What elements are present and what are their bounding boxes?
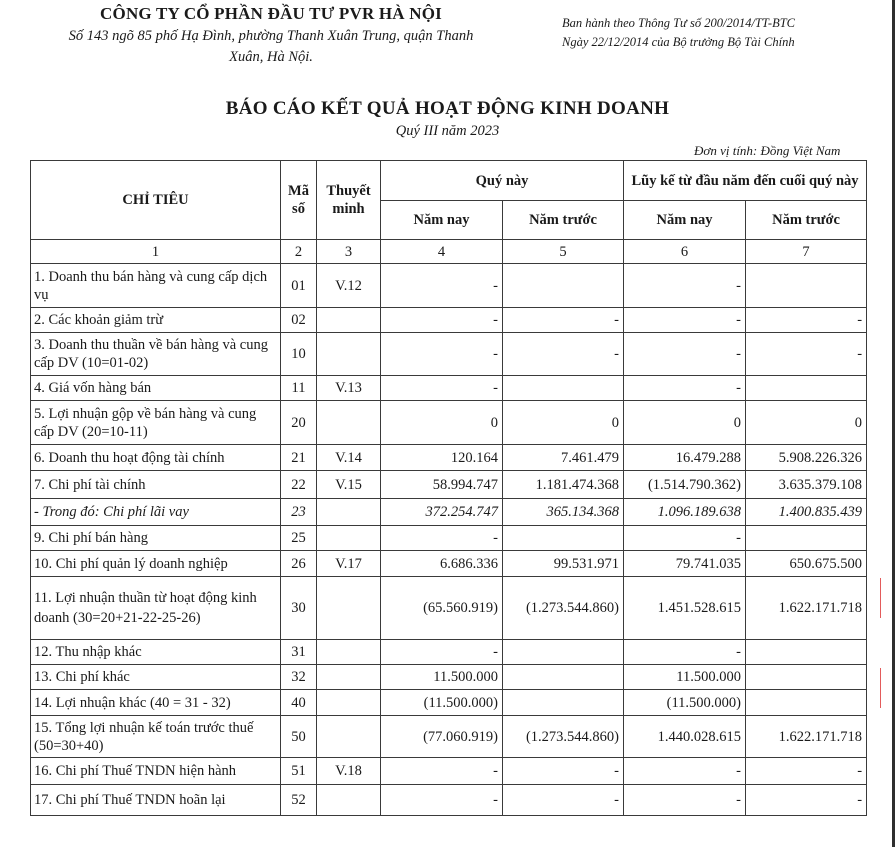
column-index: 5 — [503, 240, 624, 264]
row-note: V.14 — [317, 445, 381, 471]
row-quarter-this-year: - — [381, 333, 503, 376]
header-indicator: CHỈ TIÊU — [31, 161, 281, 240]
row-ytd-this-year: 1.440.028.615 — [624, 716, 746, 758]
row-quarter-this-year: - — [381, 308, 503, 333]
row-label: 15. Tổng lợi nhuận kế toán trước thuế (50=30+40) — [31, 716, 281, 758]
row-label: 2. Các khoản giảm trừ — [31, 308, 281, 333]
row-note — [317, 640, 381, 665]
row-quarter-this-year: 372.254.747 — [381, 499, 503, 526]
row-ytd-this-year: 79.741.035 — [624, 551, 746, 577]
row-note — [317, 577, 381, 640]
row-ytd-this-year: - — [624, 526, 746, 551]
row-note — [317, 716, 381, 758]
row-code: 01 — [281, 264, 317, 308]
company-address — [36, 26, 506, 68]
column-index: 2 — [281, 240, 317, 264]
row-quarter-this-year: 120.164 — [381, 445, 503, 471]
row-ytd-last-year: 1.400.835.439 — [746, 499, 867, 526]
row-ytd-this-year: - — [624, 758, 746, 785]
statement-row — [31, 785, 867, 816]
row-ytd-last-year: 3.635.379.108 — [746, 471, 867, 499]
row-note — [317, 665, 381, 690]
row-label: 4. Giá vốn hàng bán — [31, 376, 281, 401]
row-label: 14. Lợi nhuận khác (40 = 31 - 32) — [31, 690, 281, 716]
row-quarter-this-year: (77.060.919) — [381, 716, 503, 758]
row-quarter-this-year: - — [381, 526, 503, 551]
header-code: Mã số — [281, 161, 317, 240]
row-quarter-this-year: (11.500.000) — [381, 690, 503, 716]
row-label: 12. Thu nhập khác — [31, 640, 281, 665]
report-period: Quý III năm 2023 — [395, 123, 500, 139]
row-quarter-this-year: 11.500.000 — [381, 665, 503, 690]
row-label: 9. Chi phí bán hàng — [31, 526, 281, 551]
row-ytd-last-year — [746, 640, 867, 665]
currency-unit: Đơn vị tính: Đồng Việt Nam — [694, 143, 841, 158]
income-statement-table-wrapper — [30, 160, 866, 816]
statement-row — [31, 690, 867, 716]
row-quarter-this-year: - — [381, 758, 503, 785]
header-quarter-last-year: Năm trước — [503, 201, 624, 240]
statement-row — [31, 445, 867, 471]
row-code: 23 — [281, 499, 317, 526]
column-index: 6 — [624, 240, 746, 264]
header-ytd: Lũy kế từ đầu năm đến cuối quý này — [624, 161, 867, 201]
header-ytd-this-year: Năm nay — [624, 201, 746, 240]
row-code: 31 — [281, 640, 317, 665]
row-quarter-this-year: (65.560.919) — [381, 577, 503, 640]
row-note: V.15 — [317, 471, 381, 499]
row-label: 5. Lợi nhuận gộp về bán hàng và cung cấp DV (20=10-11) — [31, 401, 281, 445]
statement-row — [31, 471, 867, 499]
statement-row — [31, 716, 867, 758]
row-quarter-this-year: 6.686.336 — [381, 551, 503, 577]
row-code: 26 — [281, 551, 317, 577]
company-address-line-1: Số 143 ngõ 85 phố Hạ Đình, phường Thanh Xuân Trung, quận Thanh — [68, 28, 474, 44]
row-label: 13. Chi phí khác — [31, 665, 281, 690]
row-quarter-last-year — [503, 264, 624, 308]
row-ytd-last-year — [746, 376, 867, 401]
statement-row — [31, 640, 867, 665]
row-ytd-last-year — [746, 690, 867, 716]
column-index: 7 — [746, 240, 867, 264]
row-quarter-last-year: (1.273.544.860) — [503, 577, 624, 640]
row-ytd-this-year: (11.500.000) — [624, 690, 746, 716]
row-code: 20 — [281, 401, 317, 445]
row-ytd-last-year: - — [746, 308, 867, 333]
row-quarter-this-year: - — [381, 264, 503, 308]
row-ytd-this-year: 1.451.528.615 — [624, 577, 746, 640]
row-code: 11 — [281, 376, 317, 401]
row-label: 16. Chi phí Thuế TNDN hiện hành — [31, 758, 281, 785]
row-note — [317, 690, 381, 716]
company-header — [36, 4, 506, 68]
row-note: V.12 — [317, 264, 381, 308]
row-ytd-this-year: (1.514.790.362) — [624, 471, 746, 499]
statement-row — [31, 376, 867, 401]
row-code: 40 — [281, 690, 317, 716]
column-index-row — [31, 240, 867, 264]
row-ytd-last-year: 0 — [746, 401, 867, 445]
row-label: 3. Doanh thu thuần về bán hàng và cung cấp DV (10=01-02) — [31, 333, 281, 376]
row-ytd-last-year: 650.675.500 — [746, 551, 867, 577]
row-quarter-last-year: - — [503, 758, 624, 785]
company-name: CÔNG TY CỔ PHẦN ĐẦU TƯ PVR HÀ NỘI — [100, 4, 442, 23]
row-quarter-this-year: 0 — [381, 401, 503, 445]
row-note — [317, 308, 381, 333]
row-ytd-this-year: - — [624, 785, 746, 816]
row-quarter-last-year — [503, 640, 624, 665]
row-ytd-last-year — [746, 526, 867, 551]
row-quarter-last-year — [503, 690, 624, 716]
row-ytd-this-year: - — [624, 264, 746, 308]
row-label: 7. Chi phí tài chính — [31, 471, 281, 499]
statement-row — [31, 499, 867, 526]
column-index: 4 — [381, 240, 503, 264]
row-quarter-this-year: - — [381, 785, 503, 816]
header-quarter-this-year: Năm nay — [381, 201, 503, 240]
row-label: 1. Doanh thu bán hàng và cung cấp dịch vụ — [31, 264, 281, 308]
row-code: 02 — [281, 308, 317, 333]
row-ytd-last-year: - — [746, 758, 867, 785]
column-index: 3 — [317, 240, 381, 264]
row-note — [317, 401, 381, 445]
row-ytd-this-year: - — [624, 640, 746, 665]
row-ytd-last-year: - — [746, 333, 867, 376]
row-ytd-last-year: 1.622.171.718 — [746, 716, 867, 758]
row-ytd-last-year — [746, 665, 867, 690]
row-code: 22 — [281, 471, 317, 499]
row-ytd-last-year — [746, 264, 867, 308]
row-quarter-last-year: - — [503, 785, 624, 816]
row-quarter-this-year: - — [381, 640, 503, 665]
row-quarter-last-year: 1.181.474.368 — [503, 471, 624, 499]
row-code: 52 — [281, 785, 317, 816]
statement-row — [31, 665, 867, 690]
row-note — [317, 526, 381, 551]
header-quarter: Quý này — [381, 161, 624, 201]
company-address-line-2: Xuân, Hà Nội. — [229, 49, 313, 65]
row-note: V.18 — [317, 758, 381, 785]
report-title: BÁO CÁO KẾT QUẢ HOẠT ĐỘNG KINH DOANH — [225, 98, 670, 119]
circular-reference — [562, 14, 795, 52]
statement-row — [31, 551, 867, 577]
header-note: Thuyết minh — [317, 161, 381, 240]
statement-row — [31, 264, 867, 308]
row-quarter-last-year: - — [503, 308, 624, 333]
row-label: 11. Lợi nhuận thuần từ hoạt động kinh doanh (30=20+21-22-25-26) — [31, 577, 281, 640]
row-code: 30 — [281, 577, 317, 640]
row-code: 32 — [281, 665, 317, 690]
row-ytd-this-year: 1.096.189.638 — [624, 499, 746, 526]
row-quarter-last-year: 365.134.368 — [503, 499, 624, 526]
row-label: - Trong đó: Chi phí lãi vay — [31, 499, 281, 526]
income-statement-table — [30, 160, 867, 816]
circular-line-2: Ngày 22/12/2014 của Bộ trưởng Bộ Tài Chính — [562, 35, 795, 49]
row-note: V.13 — [317, 376, 381, 401]
statement-row — [31, 333, 867, 376]
statement-row — [31, 401, 867, 445]
row-code: 10 — [281, 333, 317, 376]
row-quarter-last-year: 99.531.971 — [503, 551, 624, 577]
row-ytd-this-year: 11.500.000 — [624, 665, 746, 690]
row-ytd-this-year: 16.479.288 — [624, 445, 746, 471]
row-code: 50 — [281, 716, 317, 758]
column-index: 1 — [31, 240, 281, 264]
row-quarter-last-year — [503, 376, 624, 401]
row-ytd-last-year: 5.908.226.326 — [746, 445, 867, 471]
row-quarter-last-year — [503, 665, 624, 690]
row-ytd-this-year: - — [624, 333, 746, 376]
statement-row — [31, 308, 867, 333]
statement-row — [31, 577, 867, 640]
row-quarter-last-year: 0 — [503, 401, 624, 445]
row-quarter-this-year: 58.994.747 — [381, 471, 503, 499]
row-note — [317, 499, 381, 526]
row-note — [317, 785, 381, 816]
row-ytd-last-year: 1.622.171.718 — [746, 577, 867, 640]
row-quarter-last-year: - — [503, 333, 624, 376]
row-ytd-last-year: - — [746, 785, 867, 816]
row-label: 10. Chi phí quản lý doanh nghiệp — [31, 551, 281, 577]
row-code: 21 — [281, 445, 317, 471]
row-note: V.17 — [317, 551, 381, 577]
circular-line-1: Ban hành theo Thông Tư số 200/2014/TT-BTC — [562, 16, 796, 30]
row-label: 6. Doanh thu hoạt động tài chính — [31, 445, 281, 471]
row-note — [317, 333, 381, 376]
row-code: 25 — [281, 526, 317, 551]
statement-row — [31, 758, 867, 785]
row-quarter-last-year: 7.461.479 — [503, 445, 624, 471]
row-quarter-this-year: - — [381, 376, 503, 401]
row-label: 17. Chi phí Thuế TNDN hoãn lại — [31, 785, 281, 816]
row-ytd-this-year: 0 — [624, 401, 746, 445]
header-ytd-last-year: Năm trước — [746, 201, 867, 240]
statement-body — [31, 264, 867, 816]
row-ytd-this-year: - — [624, 376, 746, 401]
statement-row — [31, 526, 867, 551]
row-ytd-this-year: - — [624, 308, 746, 333]
row-code: 51 — [281, 758, 317, 785]
row-quarter-last-year — [503, 526, 624, 551]
row-quarter-last-year: (1.273.544.860) — [503, 716, 624, 758]
